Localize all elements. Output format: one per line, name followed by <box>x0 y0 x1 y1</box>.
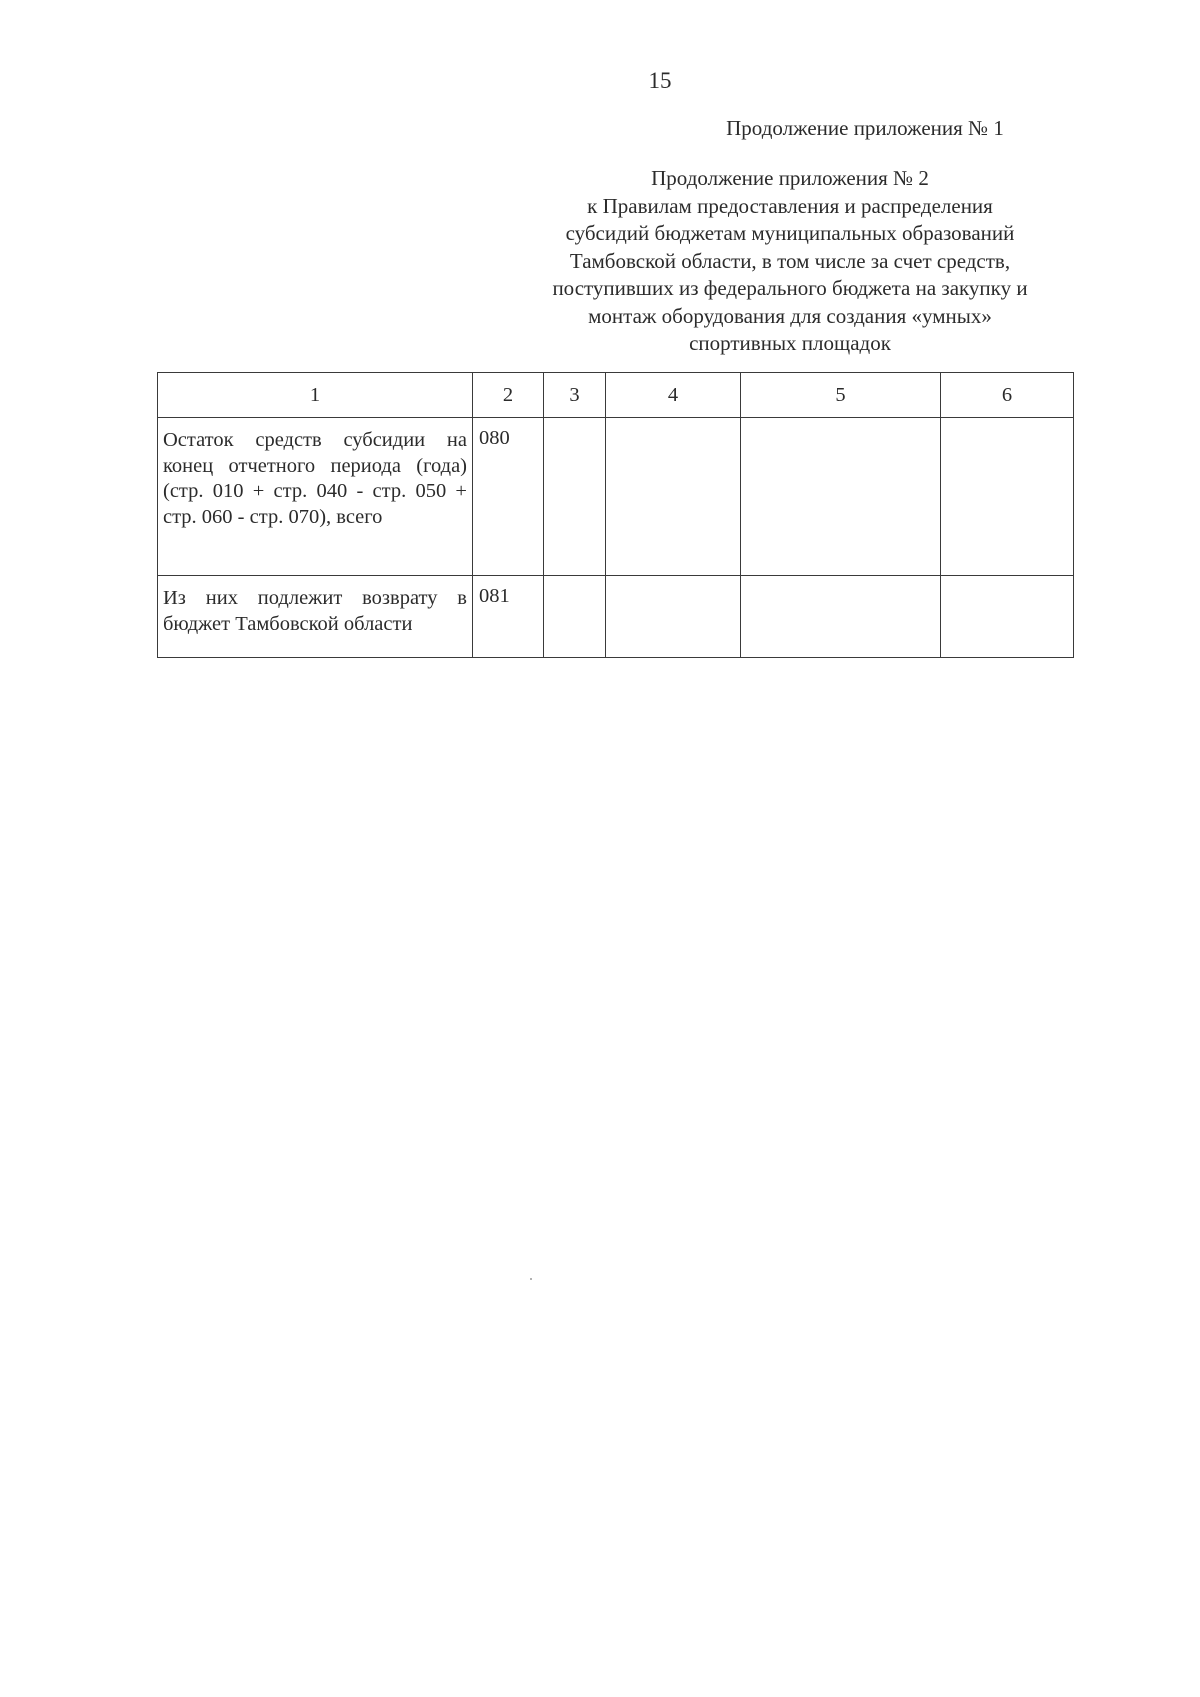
page-number: 15 <box>648 68 672 93</box>
scan-speck <box>530 1278 532 1280</box>
table-header-row <box>158 373 1074 418</box>
table-cell <box>741 418 941 576</box>
row-code: 080 <box>473 418 544 576</box>
column-header: 6 <box>941 373 1074 418</box>
table-cell <box>544 576 606 658</box>
annex-2-heading-line: монтаж оборудования для создания «умных» <box>588 303 992 328</box>
row-description: Из них подлежит возврату в бюджет Тамбовской области <box>158 576 473 658</box>
column-header: 3 <box>544 373 606 418</box>
table-cell <box>941 576 1074 658</box>
column-header: 4 <box>606 373 741 418</box>
annex-2-heading-line: Тамбовской области, в том числе за счет средств, <box>569 248 1011 273</box>
annex-2-heading-line: к Правилам предоставления и распределения <box>587 193 993 218</box>
annex-2-heading-block <box>530 165 1050 358</box>
table-cell <box>941 418 1074 576</box>
column-header: 5 <box>741 373 941 418</box>
table-cell <box>544 418 606 576</box>
report-table <box>157 372 1074 658</box>
annex-1-continuation-heading: Продолжение приложения № 1 <box>726 116 1004 140</box>
column-header: 2 <box>473 373 544 418</box>
table-cell <box>741 576 941 658</box>
annex-2-continuation-heading: Продолжение приложения № 2 <box>651 166 929 190</box>
table-row <box>158 418 1074 576</box>
annex-2-heading-line: спортивных площадок <box>689 331 891 355</box>
annex-2-heading-line: поступивших из федерального бюджета на закупку и <box>552 276 1028 300</box>
table-row <box>158 576 1074 658</box>
annex-2-heading-line: субсидий бюджетам муниципальных образований <box>565 221 1015 245</box>
column-header: 1 <box>158 373 473 418</box>
row-description: Остаток средств субсидии на конец отчетного периода (года) (стр. 010 + стр. 040 - стр. 050 + стр. 060 - стр. 070), всего <box>158 418 473 576</box>
table-cell <box>606 576 741 658</box>
row-code: 081 <box>473 576 544 658</box>
table-cell <box>606 418 741 576</box>
